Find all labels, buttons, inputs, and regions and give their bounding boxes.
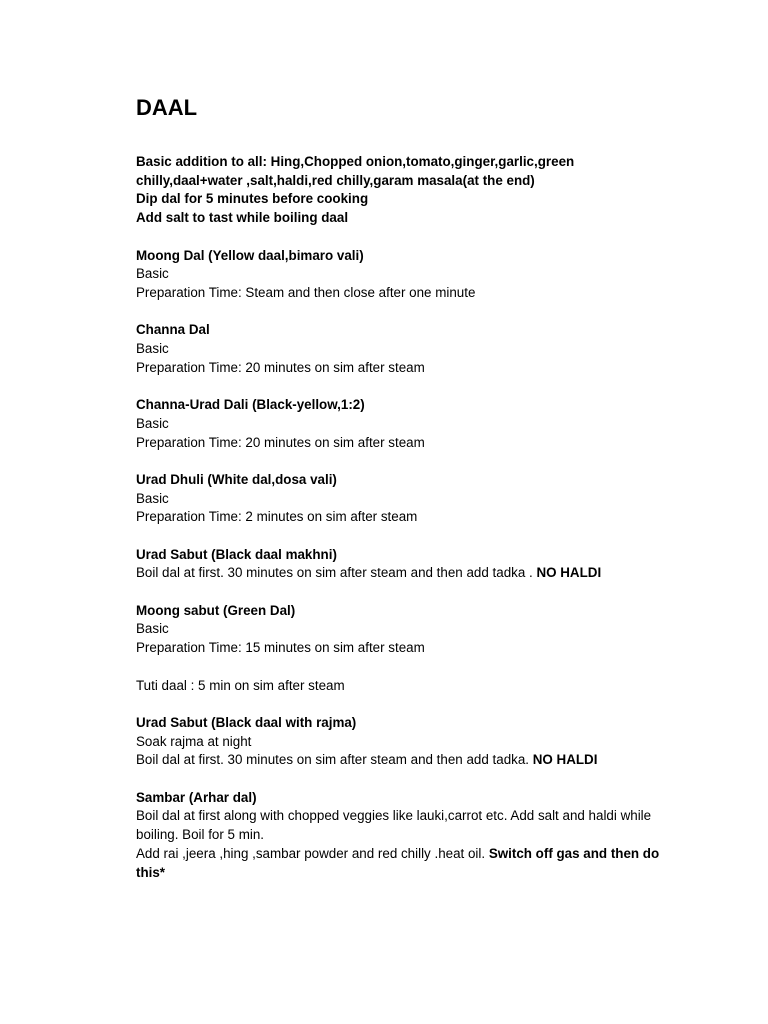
- recipe-line: Preparation Time: Steam and then close after one minute: [136, 284, 476, 300]
- warning-text: NO HALDI: [532, 752, 598, 768]
- recipe-line: Basic: [136, 621, 169, 637]
- document-body: [136, 153, 696, 882]
- recipe-line: Boil dal at first along with chopped veggies like lauki,carrot etc. Add salt and haldi while: [136, 808, 652, 824]
- recipe-line: boiling. Boil for 5 min.: [136, 827, 265, 843]
- recipe-line: [136, 751, 696, 770]
- warning-text: NO HALDI: [536, 565, 602, 581]
- recipe-name: Urad Sabut (Black daal with rajma): [136, 714, 357, 730]
- recipe-name: Sambar (Arhar dal): [136, 789, 257, 805]
- intro-line: Basic addition to all: Hing,Chopped onion,tomato,ginger,garlic,green: [136, 154, 575, 169]
- recipe-name: Urad Dhuli (White dal,dosa vali): [136, 471, 337, 487]
- recipe-line: Basic: [136, 341, 169, 356]
- recipe-line: Basic: [136, 490, 169, 506]
- recipe-text: Boil dal at first. 30 minutes on sim after steam and then add tadka.: [136, 752, 533, 768]
- intro-line: Dip dal for 5 minutes before cooking: [136, 191, 369, 207]
- recipe-note: Tuti daal : 5 min on sim after steam: [136, 677, 345, 693]
- recipe-line: Preparation Time: 2 minutes on sim after steam: [136, 509, 418, 525]
- recipe-name: Moong sabut (Green Dal): [136, 602, 296, 618]
- recipe-sambar: [136, 789, 696, 883]
- recipe-urad-sabut-rajma: [136, 714, 696, 770]
- recipe-tuti-daal: [136, 677, 696, 696]
- recipe-moong-sabut: [136, 602, 696, 658]
- intro-section: [136, 153, 696, 228]
- recipe-channa-urad-dali: [136, 396, 696, 452]
- warning-text: this*: [136, 864, 166, 880]
- recipe-line: Soak rajma at night: [136, 733, 252, 749]
- page-title: DAAL: [136, 95, 198, 120]
- recipe-channa-dal: [136, 321, 696, 377]
- recipe-urad-dhuli: [136, 471, 696, 527]
- recipe-line: Preparation Time: 20 minutes on sim after steam: [136, 359, 425, 375]
- recipe-name: Channa Dal: [136, 322, 210, 338]
- recipe-name: Moong Dal (Yellow daal,bimaro vali): [136, 247, 364, 263]
- warning-text: Switch off gas and then do: [488, 845, 660, 861]
- recipe-text: Add rai ,jeera ,hing ,sambar powder and red chilly .heat oil.: [136, 845, 489, 861]
- recipe-text: Boil dal at first. 30 minutes on sim after steam and then add tadka .: [136, 565, 537, 581]
- intro-line: Add salt to tast while boiling daal: [136, 210, 349, 226]
- recipe-urad-sabut-makhni: [136, 546, 696, 583]
- recipe-line: Basic: [136, 266, 169, 282]
- recipe-name: Urad Sabut (Black daal makhni): [136, 546, 337, 562]
- recipe-line: Basic: [136, 415, 169, 431]
- intro-line: chilly,daal+water ,salt,haldi,red chilly,garam masala(at the end): [136, 172, 535, 188]
- recipe-line: [136, 564, 696, 583]
- recipe-line: Preparation Time: 20 minutes on sim after steam: [136, 434, 425, 450]
- recipe-line: [136, 845, 696, 864]
- recipe-line: Preparation Time: 15 minutes on sim after steam: [136, 640, 425, 656]
- recipe-name: Channa-Urad Dali (Black-yellow,1:2): [136, 397, 365, 413]
- recipe-moong-dal: [136, 247, 696, 303]
